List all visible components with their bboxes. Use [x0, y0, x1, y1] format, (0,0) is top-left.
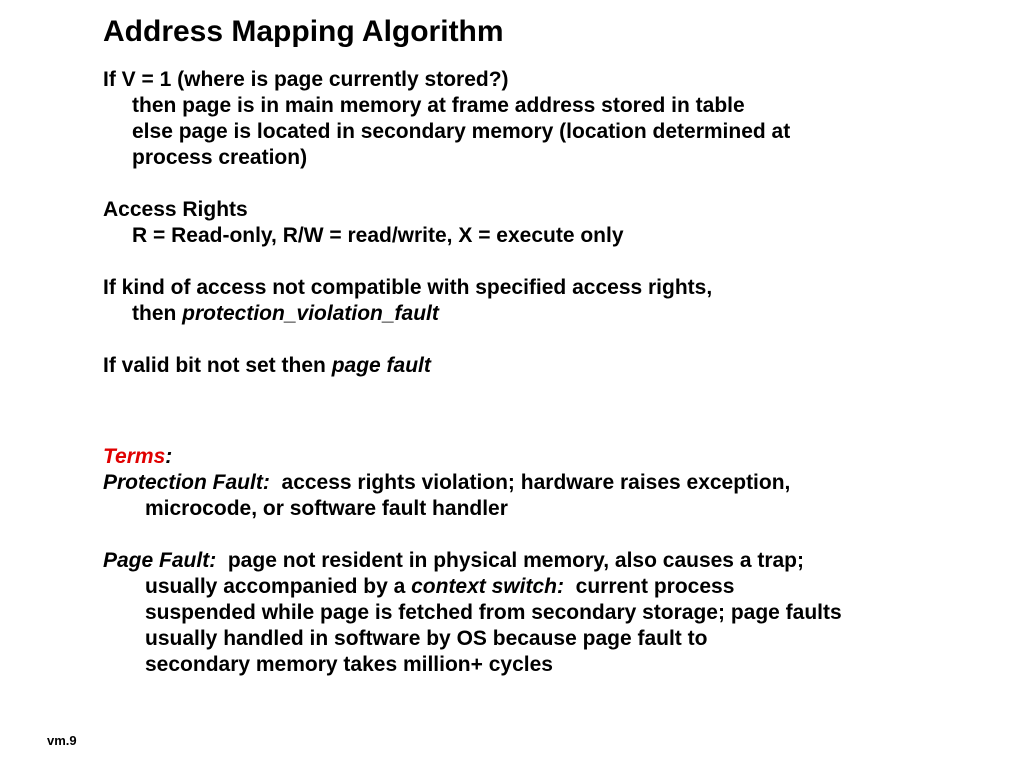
valid-bit-line — [103, 353, 431, 379]
access-rights-list: R = Read-only, R/W = read/write, X = execute only — [132, 224, 624, 247]
context-switch-term: context switch: — [411, 575, 564, 598]
context-switch-desc: current process — [575, 575, 735, 598]
protection-fault-desc-cont: microcode, or software fault handler — [145, 497, 508, 520]
page-fault-desc-line5: secondary memory takes million+ cycles — [145, 653, 553, 676]
protection-violation-fault: protection_violation_fault — [182, 302, 439, 325]
protection-fault-term: Protection Fault: — [103, 471, 270, 494]
terms-label: Terms — [103, 445, 166, 468]
protection-fault-desc: access rights violation; hardware raises exception, — [281, 471, 791, 494]
page-fault-term: page fault — [331, 354, 431, 377]
mapping-condition: If V = 1 (where is page currently stored?) — [103, 68, 509, 91]
then-prefix: then — [132, 302, 183, 325]
page-fault-desc: page not resident in physical memory, also causes a trap; — [227, 549, 804, 572]
incompatible-then-line — [132, 301, 439, 327]
mapping-else-cont: process creation) — [132, 146, 308, 169]
mapping-else: else page is located in secondary memory (location determined at — [132, 120, 791, 143]
incompatible-access-line: If kind of access not compatible with specified access rights, — [103, 276, 713, 299]
context-switch-prefix: usually accompanied by a — [145, 575, 412, 598]
page-fault-desc-line2 — [145, 574, 734, 600]
terms-colon: : — [165, 445, 173, 468]
page-fault-def-term: Page Fault: — [103, 549, 217, 572]
protection-fault-definition — [103, 470, 790, 496]
page-fault-definition — [103, 548, 804, 574]
page-fault-desc-line3: suspended while page is fetched from secondary storage; page faults — [145, 601, 842, 624]
mapping-then: then page is in main memory at frame address stored in table — [132, 94, 745, 117]
slide-number: vm.9 — [47, 733, 77, 748]
access-rights-heading: Access Rights — [103, 198, 248, 221]
page-fault-desc-line4: usually handled in software by OS because page fault to — [145, 627, 708, 650]
terms-heading — [103, 444, 172, 470]
slide-title: Address Mapping Algorithm — [103, 15, 504, 48]
valid-bit-prefix: If valid bit not set then — [103, 354, 332, 377]
